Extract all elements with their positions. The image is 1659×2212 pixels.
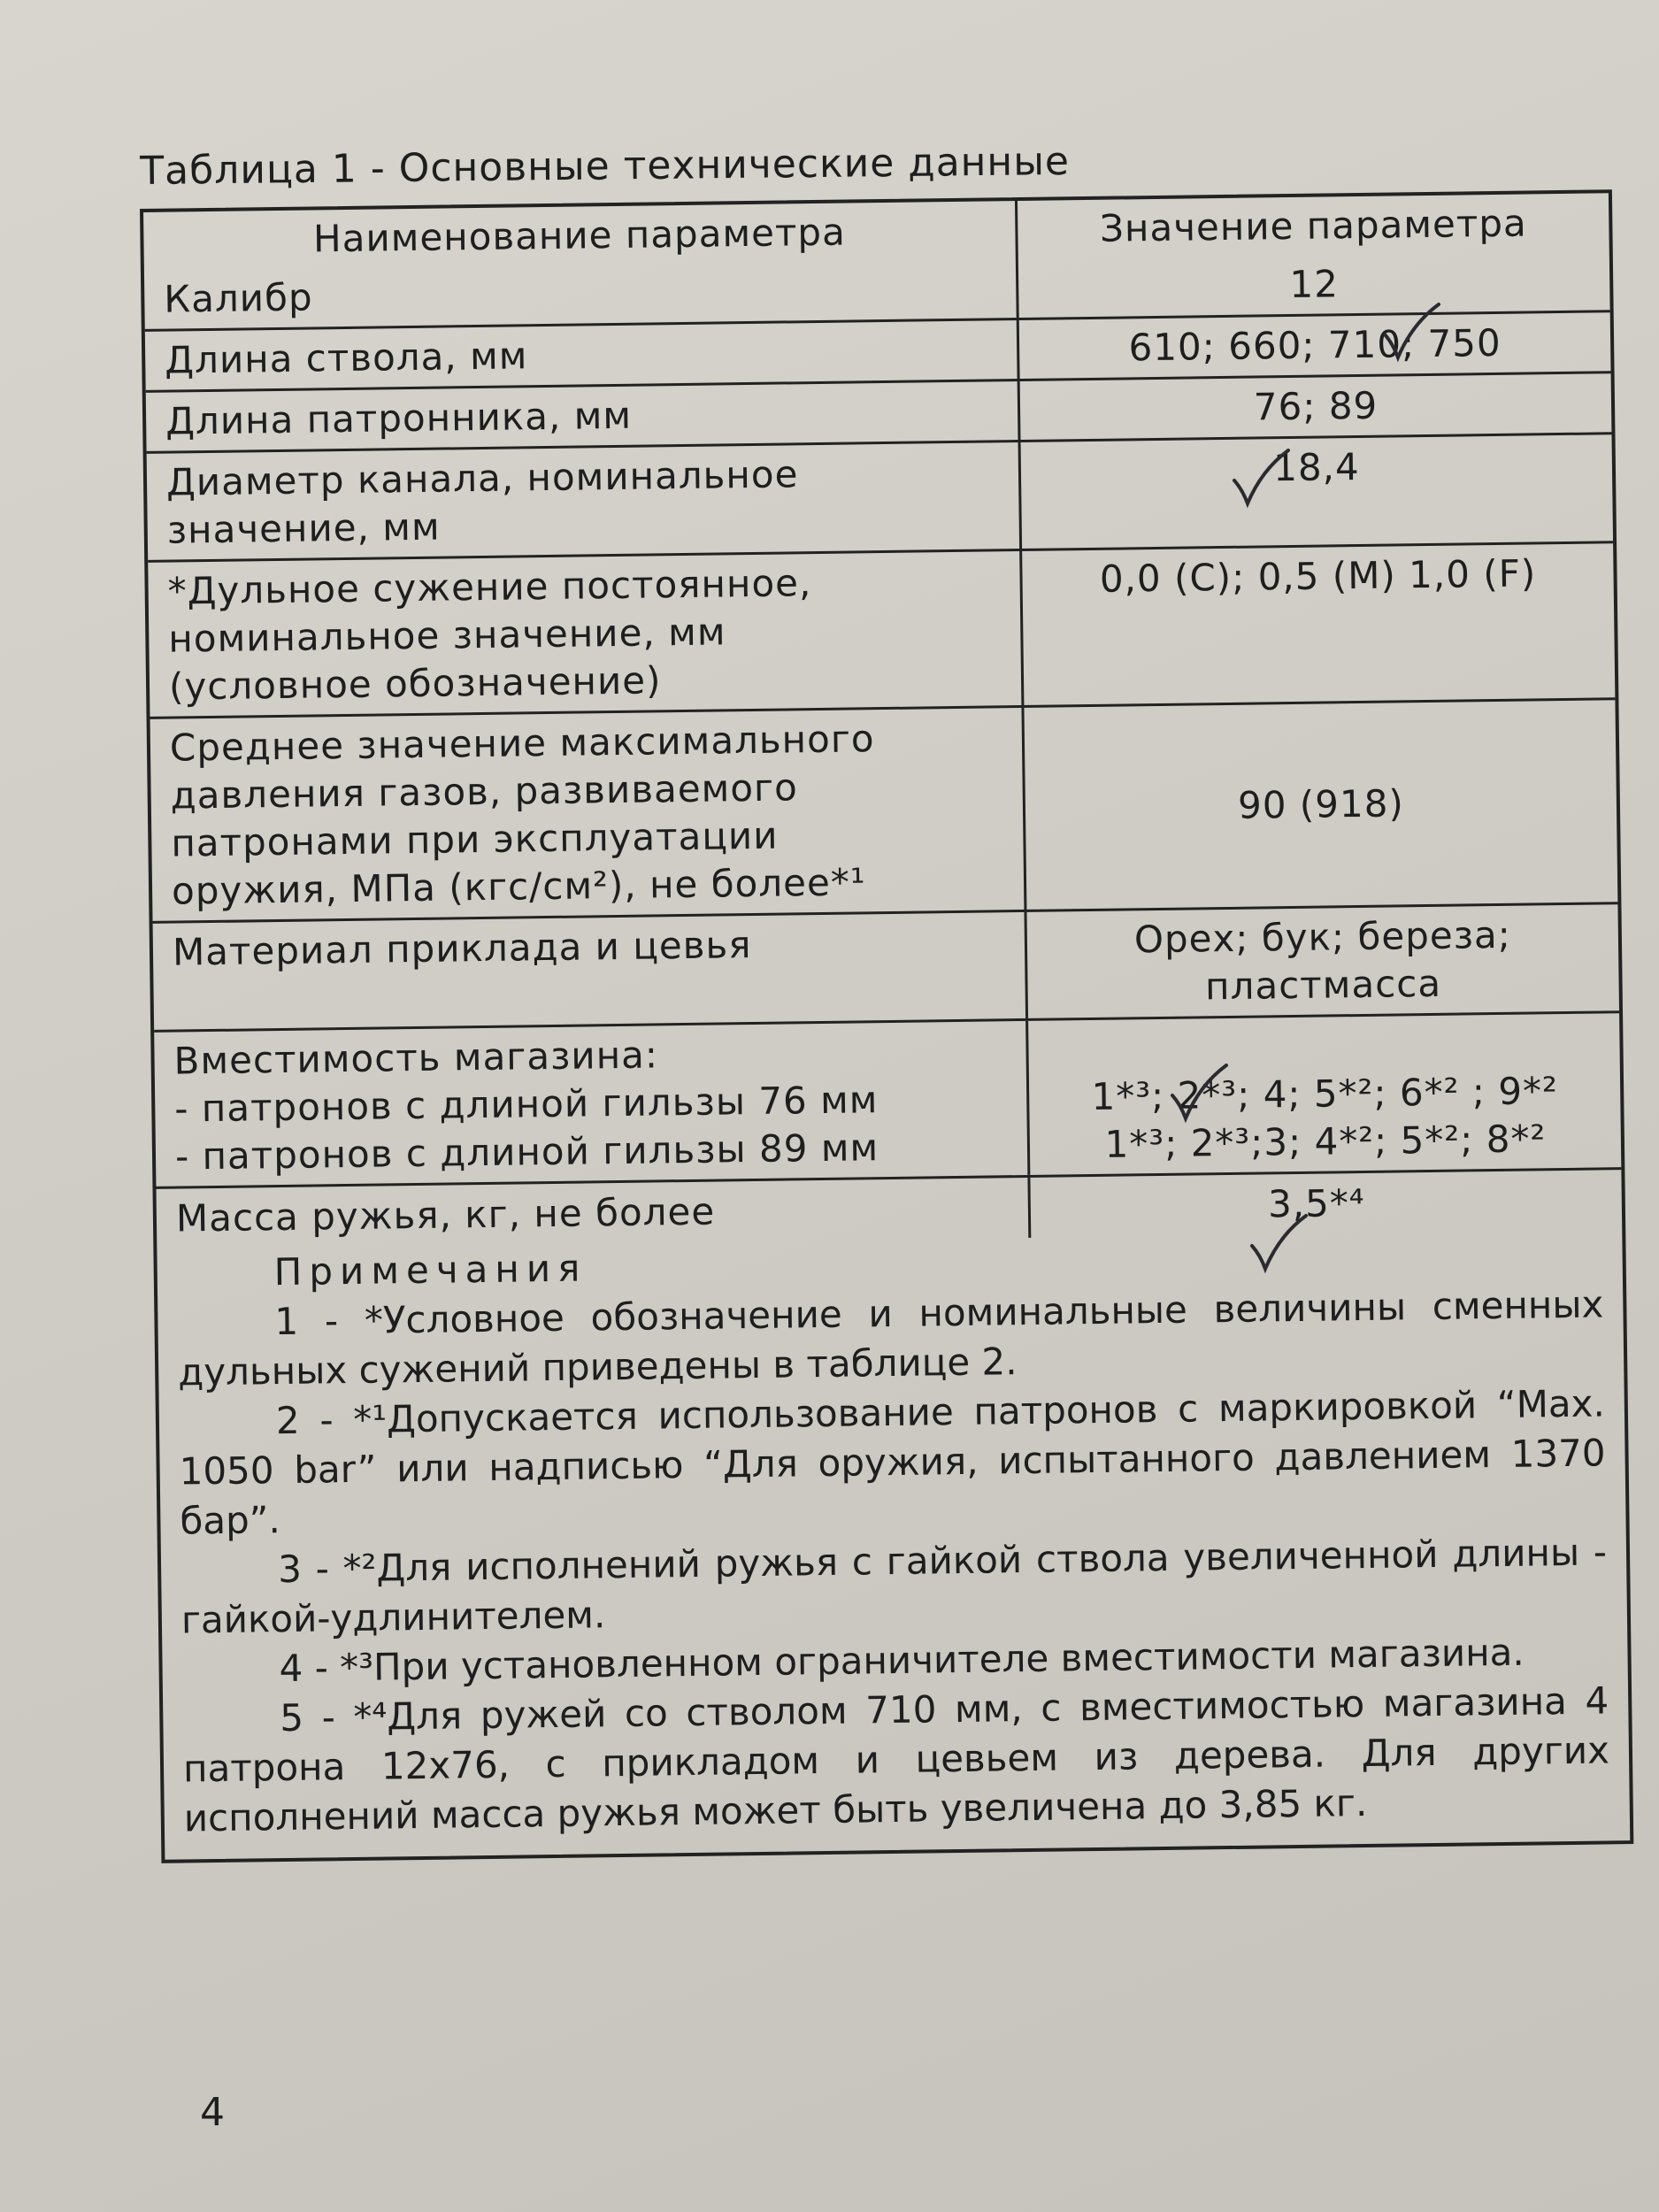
param-name-line: патронами при эксплуатации [171,813,779,865]
param-name-cell [153,912,1028,1030]
page-number: 4 [200,2090,225,2135]
param-name-cell [145,320,1020,390]
specs-table [140,189,1633,1863]
param-value-cell [1020,373,1612,440]
param-value-line: 18,4 [1272,444,1361,490]
param-name-line: - патронов с длиной гильзы 76 мм [173,1078,879,1131]
param-value-line: 610; 660; 710; 750 [1128,320,1502,370]
table-row [150,697,1618,921]
param-value-cell [1022,543,1615,705]
param-name-cell [146,381,1021,451]
table-row [147,432,1613,560]
param-value-line: пластмасса [1204,961,1442,1009]
param-name-line: Диаметр канала, номинальное [165,452,799,504]
checkmark-icon [1248,1212,1310,1274]
param-name-line: оружия, МПа (кгс/см²), не более*¹ [171,860,866,913]
table-row [154,1010,1621,1187]
header-name: Наименование параметра [143,201,1018,271]
checkmark-icon [1168,1062,1230,1124]
param-name-line: Материал приклада и цевья [172,923,752,974]
param-name-cell [150,708,1027,921]
table-notes-cell [156,1167,1630,1860]
checkmark-icon [1380,301,1442,363]
param-value-cell [1028,1013,1621,1175]
note-text: 1 - *Условное обозначение и номинальные величины сменных дульных сужений приведены в таблице 2. [177,1282,1604,1394]
param-name-cell [154,1021,1030,1187]
note-text: 4 - *³При установленном ограничителе вместимости магазина. [279,1630,1525,1691]
param-name-cell [147,442,1022,560]
table-row [148,541,1615,717]
param-name-line: Длина патронника, мм [165,393,633,443]
note-text: 2 - *¹Допускается использование патронов с маркировкой “Max. 1050 bar” или надписью “Для оружия, испытанного давлением 1370 бар”. [179,1381,1606,1543]
param-name-line: значение, мм [166,504,441,552]
param-value-cell [1024,700,1617,910]
param-value-line: Орех; бук; береза; [1133,912,1512,962]
table-caption: Таблица 1 - Основные технические данные [140,138,1071,194]
param-name-line: Длина ствола, мм [164,334,528,382]
param-value-cell [1021,434,1614,549]
param-value-line: 12 [1289,262,1340,306]
param-value-cell [1026,904,1619,1018]
param-name-cell [144,259,1019,329]
param-name-line: *Дульное сужение постоянное, [167,561,812,613]
param-value-cell [1018,251,1610,318]
param-name-line: Вместимость магазина: [173,1033,659,1083]
param-value-line: 76; 89 [1253,383,1379,429]
header-value: Значение параметра [1099,201,1528,250]
row-mass-name: Масса ружья, кг, не более [176,1178,1032,1249]
note-text: 3 - *²Для исполнений ружья с гайкой ствола увеличенной длины - гайкой-удлинителем. [180,1530,1608,1642]
param-name-line: (условное обозначение) [168,658,662,709]
notes-title: Примечания [273,1246,588,1294]
checkmark-icon [1230,447,1292,509]
table-row [153,902,1619,1030]
param-name-cell [148,551,1024,717]
note-text: 5 - *⁴Для ружей со стволом 710 мм, с вместимостью магазина 4 патрона 12х76, с прикладом и цевьем из дерева. Для других исполнений масса ружья может быть увеличена до 3,85 кг. [182,1678,1610,1840]
param-name-line: давления газов, развиваемого [170,765,799,818]
note-item [179,1379,1607,1546]
note-item [182,1676,1610,1843]
param-value-cell [1019,312,1611,379]
param-name-line: Среднее значение максимального [169,717,875,770]
param-value-line: 1*³; 2*³; 4; 5*²; 6*² ; 9*² [1091,1069,1559,1119]
param-value-line: 90 (918) [1237,781,1405,827]
note-item [180,1527,1608,1645]
note-item [177,1279,1604,1397]
param-name-line: Калибр [164,275,313,321]
row-mass-value: 3,5*⁴ [1267,1180,1365,1226]
param-value-line: 1*³; 2*³;3; 4*²; 5*²; 8*² [1104,1117,1547,1166]
param-name-line: - патронов с длиной гильзы 89 мм [174,1125,879,1179]
param-name-line: номинальное значение, мм [168,610,726,661]
param-value-line: 0,0 (C); 0,5 (M) 1,0 (F) [1099,551,1537,601]
